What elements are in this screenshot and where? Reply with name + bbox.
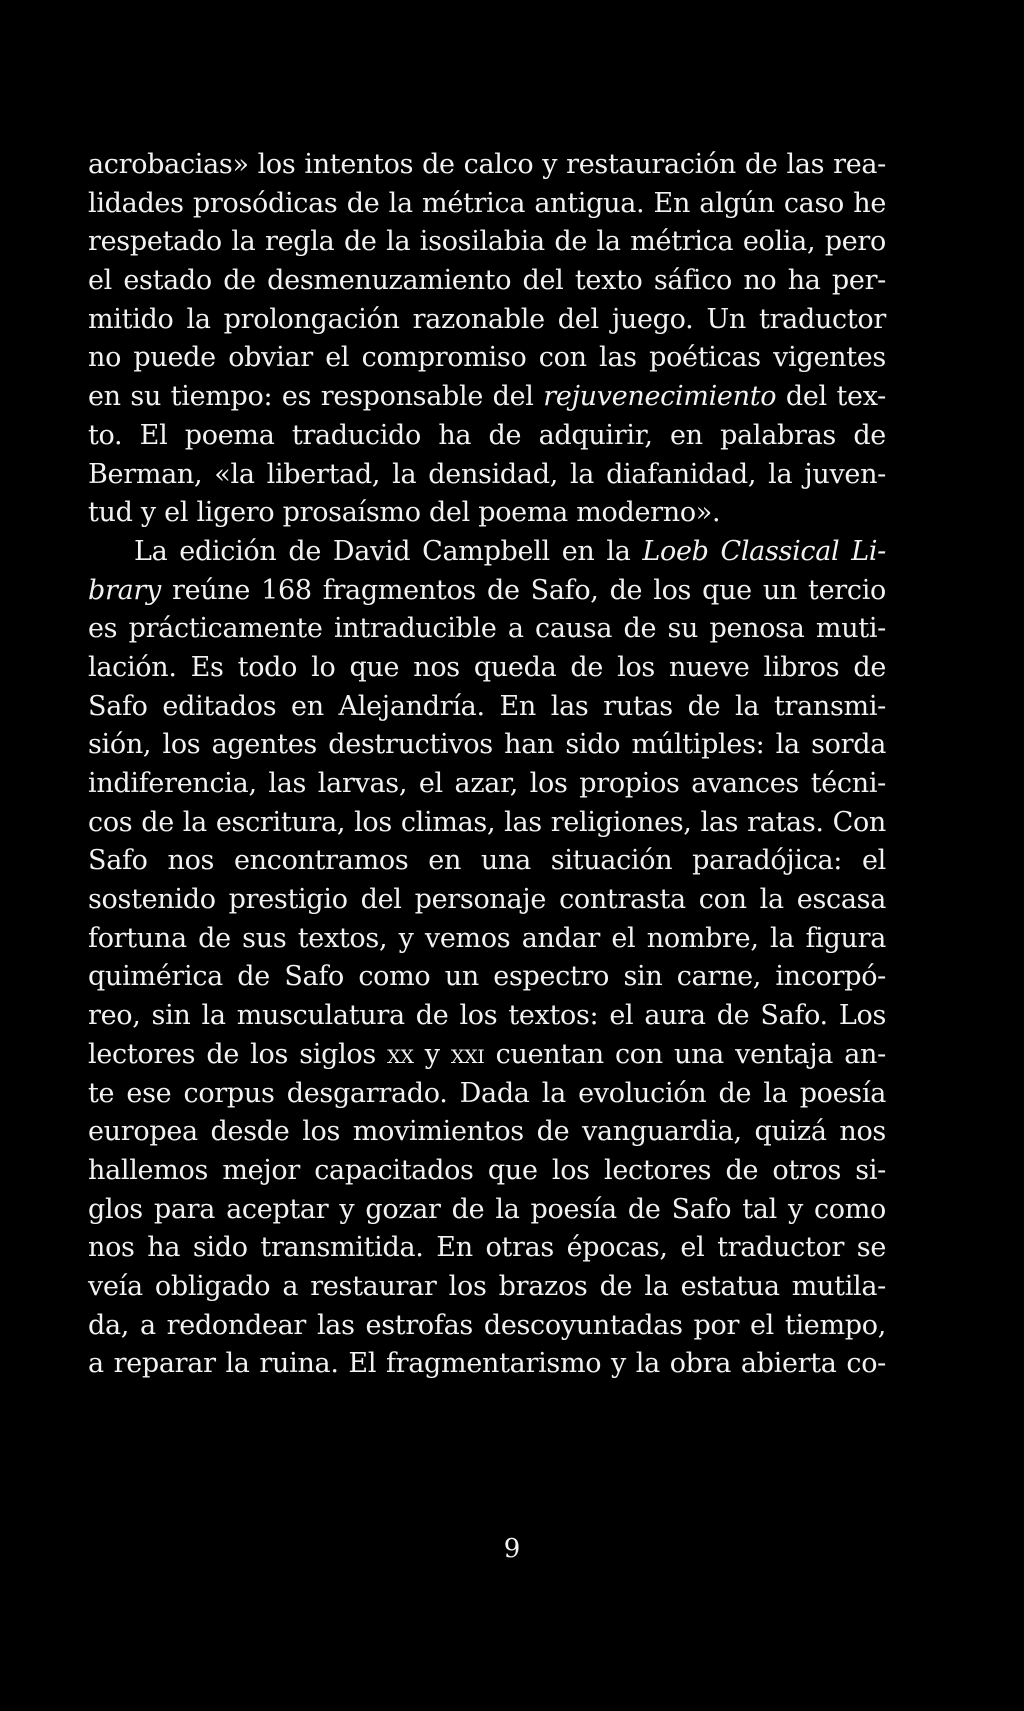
small-caps-century: xx xyxy=(387,1038,414,1070)
text-line xyxy=(88,1036,886,1075)
text-line xyxy=(88,533,886,572)
text-line: Safo nos encontramos en una situación paradójica: el xyxy=(88,845,886,877)
text-segment: cuentan con una ventaja an- xyxy=(484,1038,886,1070)
text-line: te ese corpus desgarrado. Dada la evolución de la poesía xyxy=(88,1077,886,1109)
italic-term: rejuvenecimiento xyxy=(543,381,777,413)
text-segment: La edición de David Campbell en la xyxy=(134,535,643,567)
text-line: reo, sin la musculatura de los textos: el aura de Safo. Los xyxy=(88,1000,886,1032)
text-line: Safo editados en Alejandría. En las rutas de la transmi- xyxy=(88,690,886,722)
text-line: respetado la regla de la isosilabia de la métrica eolia, pero xyxy=(88,226,886,258)
text-segment: lectores de los siglos xyxy=(88,1038,388,1070)
text-segment: reúne 168 fragmentos de Safo, de los que un tercio xyxy=(160,574,886,606)
text-line: glos para aceptar y gozar de la poesía de Safo tal y como xyxy=(88,1193,886,1225)
text-line: Berman, «la libertad, la densidad, la diafanidad, la juven- xyxy=(88,458,886,490)
text-line: hallemos mejor capacitados que los lectores de otros si- xyxy=(88,1154,886,1186)
text-line: cos de la escritura, los climas, las religiones, las ratas. Con xyxy=(88,806,886,838)
text-line xyxy=(88,572,886,611)
text-line: fortuna de sus textos, y vemos andar el nombre, la figura xyxy=(88,922,886,954)
text-segment: del tex- xyxy=(776,381,886,413)
italic-title: Loeb Classical Li- xyxy=(642,535,886,567)
text-line: lación. Es todo lo que nos queda de los nueve libros de xyxy=(88,651,886,683)
small-caps-century: xxi xyxy=(450,1038,485,1070)
text-line: a reparar la ruina. El fragmentarismo y la obra abierta co- xyxy=(88,1348,886,1380)
text-line: to. El poema traducido ha de adquirir, en palabras de xyxy=(88,419,886,451)
text-segment: y xyxy=(413,1038,451,1070)
text-line: tud y el ligero prosaísmo del poema moderno». xyxy=(88,497,721,529)
text-line: da, a redondear las estrofas descoyuntadas por el tiempo, xyxy=(88,1309,886,1341)
text-line: veía obligado a restaurar los brazos de la estatua mutila- xyxy=(88,1270,886,1302)
text-line: sostenido prestigio del personaje contrasta con la escasa xyxy=(88,884,886,916)
text-line: indiferencia, las larvas, el azar, los propios avances técni- xyxy=(88,768,886,799)
text-line: sión, los agentes destructivos han sido múltiples: la sorda xyxy=(88,729,886,761)
text-line: lidades prosódicas de la métrica antigua. En algún caso he xyxy=(88,187,886,219)
body-text xyxy=(88,146,886,1384)
page-number: 9 xyxy=(503,1534,521,1564)
text-line: nos ha sido transmitida. En otras épocas, el traductor se xyxy=(88,1232,886,1264)
text-line: no puede obviar el compromiso con las poéticas vigentes xyxy=(88,342,886,374)
text-line: el estado de desmenuzamiento del texto sáfico no ha per- xyxy=(88,265,886,297)
text-line: es prácticamente intraducible a causa de su penosa muti- xyxy=(88,613,886,645)
text-line: europea desde los movimientos de vanguardia, quizá nos xyxy=(88,1116,886,1148)
text-line xyxy=(88,378,886,417)
italic-title: brary xyxy=(88,574,161,606)
text-line: acrobacias» los intentos de calco y restauración de las rea- xyxy=(88,149,886,180)
text-line: quimérica de Safo como un espectro sin carne, incorpó- xyxy=(88,961,886,993)
text-line: mitido la prolongación razonable del juego. Un traductor xyxy=(88,303,886,335)
text-segment: en su tiempo: es responsable del xyxy=(88,381,544,413)
